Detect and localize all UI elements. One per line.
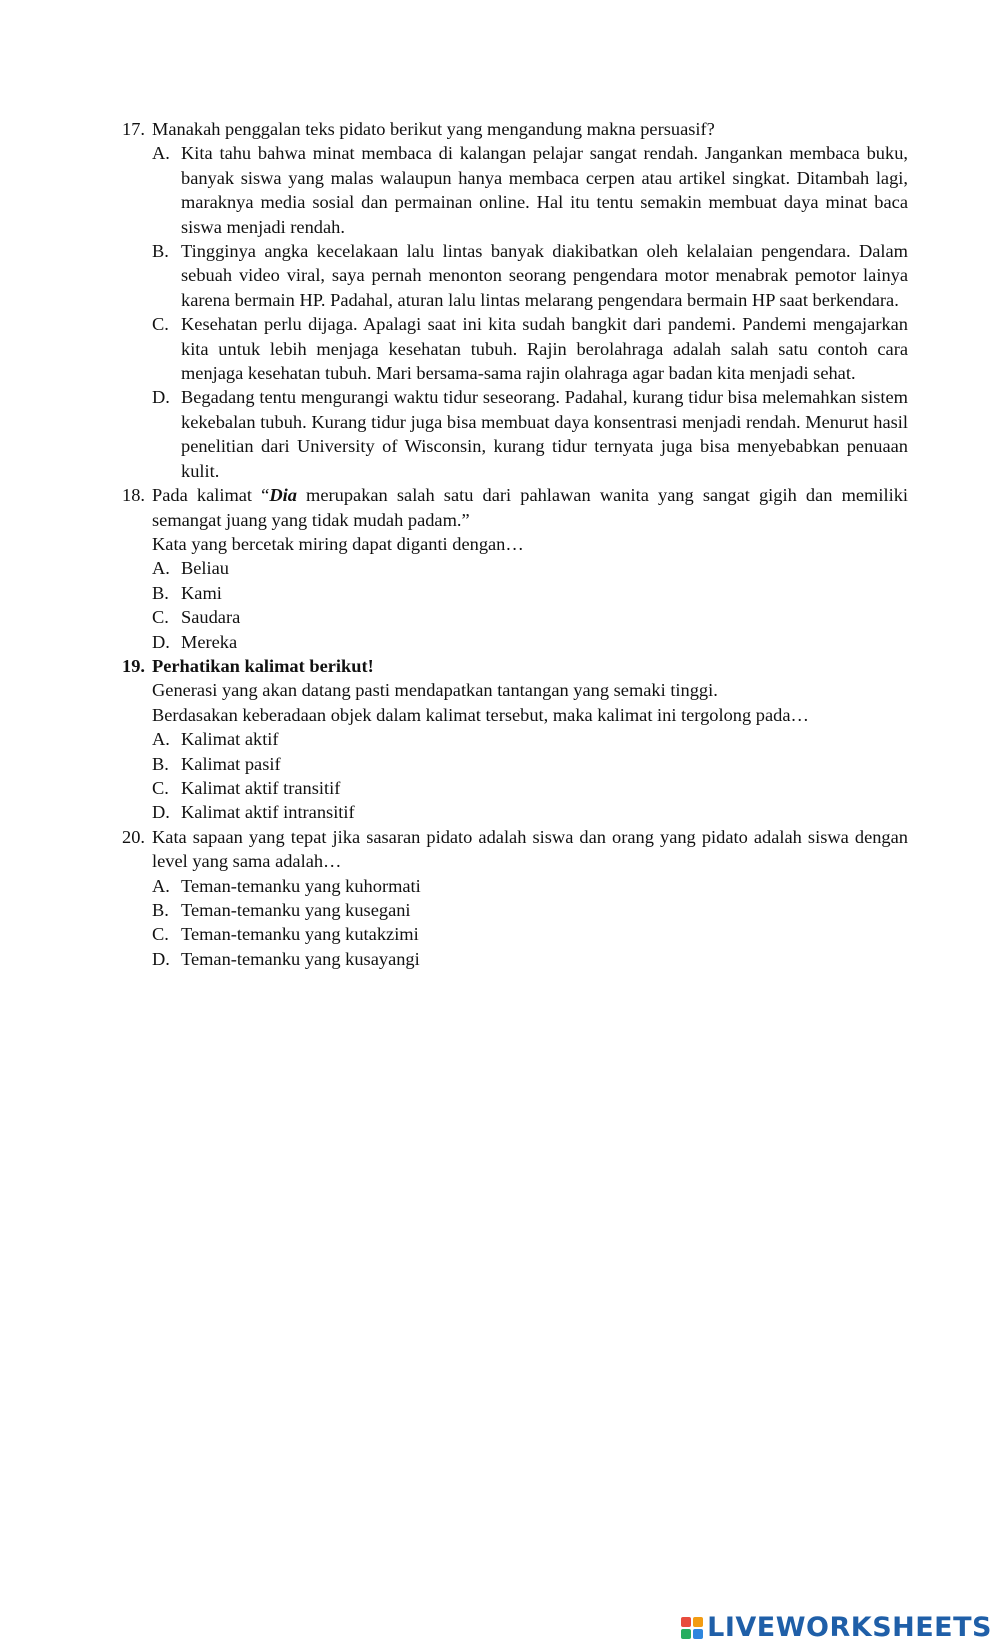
option-text: Tingginya angka kecelakaan lalu lintas banyak diakibatkan oleh kelalaian pengendara. Dalam sebuah video viral, saya pernah menonton seorang pengendara motor menabrak pemotor lainya karena bermain HP. Padahal, aturan lalu lintas melarang pengendara bermain HP saat berkendara. <box>181 241 908 310</box>
option-text: Begadang tentu mengurangi waktu tidur seseorang. Padahal, kurang tidur bisa melemahkan sistem kekebalan tubuh. Kurang tidur juga bisa membuat daya konsentrasi menjadi rendah. Menurut hasil penelitian dari University of Wisconsin, kurang tidur ternyata juga bisa menyebabkan penuaan kulit. <box>181 387 908 481</box>
option-text: Mereka <box>181 631 238 652</box>
question-instruction: Kata yang bercetak miring dapat diganti dengan… <box>152 533 524 554</box>
question-body <box>152 483 908 654</box>
option-c <box>152 312 908 385</box>
question-17 <box>122 117 908 483</box>
prompt-after: merupakan salah satu dari pahlawan wanita yang sangat gigih dan memiliki semangat juang yang tidak mudah padam.” <box>152 485 908 530</box>
option-letter: C. <box>152 777 169 798</box>
option-text: Kita tahu bahwa minat membaca di kalangan pelajar sangat rendah. Jangankan membaca buku, banyak siswa yang malas walaupun hanya membaca cerpen atau artikel singkat. Ditambah lagi, maraknya media sosial dan permainan online. Hal itu tentu semakin membuat daya minat baca siswa menjadi rendah. <box>181 143 908 237</box>
option-text: Teman-temanku yang kusayangi <box>181 948 420 969</box>
option-a <box>152 141 908 239</box>
italic-word: Dia <box>269 485 297 506</box>
option-d <box>152 800 908 824</box>
option-text: Teman-temanku yang kusegani <box>181 900 411 920</box>
question-prompt: Manakah penggalan teks pidato berikut yang mengandung makna persuasif? <box>152 119 715 139</box>
question-19 <box>122 654 908 825</box>
question-list <box>122 117 908 971</box>
option-b <box>152 239 908 312</box>
option-letter: A. <box>152 875 170 896</box>
option-text: Kalimat aktif intransitif <box>181 802 355 823</box>
option-a <box>152 556 908 580</box>
option-c <box>152 776 908 800</box>
option-d <box>152 630 908 654</box>
logo-mark-icon <box>681 1617 703 1639</box>
option-letter: B. <box>152 900 169 920</box>
question-prompt: Perhatikan kalimat berikut! <box>152 655 374 676</box>
logo-mark-square <box>681 1629 691 1639</box>
option-b <box>152 898 908 922</box>
option-text: Teman-temanku yang kutakzimi <box>181 924 419 945</box>
question-number: 20. <box>122 826 145 847</box>
option-letter: B. <box>152 241 169 262</box>
option-text: Kalimat aktif transitif <box>181 777 341 798</box>
question-20 <box>122 825 908 971</box>
question-body <box>152 654 908 825</box>
option-letter: D. <box>152 802 170 823</box>
question-body <box>152 825 908 971</box>
option-letter: A. <box>152 143 170 164</box>
option-letter: C. <box>152 924 169 945</box>
option-d <box>152 385 908 483</box>
option-letter: D. <box>152 387 170 408</box>
option-text: Kesehatan perlu dijaga. Apalagi saat ini kita sudah bangkit dari pandemi. Pandemi mengajarkan kita untuk lebih menjaga kesehatan tubuh. Rajin berolahraga adalah salah satu contoh cara menjaga kesehatan tubuh. Mari bersama-sama rajin olahraga agar badan kita menjadi sehat. <box>181 314 908 384</box>
liveworksheets-logo <box>681 1612 992 1643</box>
option-a <box>152 874 908 898</box>
logo-mark-square <box>693 1617 703 1627</box>
option-text: Kalimat pasif <box>181 753 281 774</box>
logo-mark-square <box>681 1617 691 1627</box>
option-letter: D. <box>152 948 170 969</box>
question-prompt: Kata sapaan yang tepat jika sasaran pidato adalah siswa dan orang yang pidato adalah siswa dengan level yang sama adalah… <box>152 826 908 872</box>
option-c <box>152 605 908 629</box>
option-d <box>152 947 908 971</box>
question-number: 18. <box>122 485 145 506</box>
logo-mark-square <box>693 1629 703 1639</box>
option-b <box>152 581 908 605</box>
option-letter: D. <box>152 631 170 652</box>
option-text: Kami <box>181 582 222 603</box>
question-body <box>152 117 908 483</box>
option-letter: C. <box>152 607 169 628</box>
option-letter: B. <box>152 582 169 603</box>
option-letter: A. <box>152 729 170 750</box>
option-text: Saudara <box>181 607 241 628</box>
question-number: 17. <box>122 119 145 139</box>
option-letter: A. <box>152 558 170 579</box>
question-number: 19. <box>122 655 145 676</box>
question-prompt <box>152 483 908 532</box>
option-text: Kalimat aktif <box>181 729 279 750</box>
question-18 <box>122 483 908 654</box>
logo-text: LIVEWORKSHEETS <box>707 1612 992 1643</box>
option-b <box>152 752 908 776</box>
option-text: Beliau <box>181 558 230 579</box>
question-sentence: Generasi yang akan datang pasti mendapatkan tantangan yang semaki tinggi. <box>152 680 718 701</box>
question-instruction: Berdasakan keberadaan objek dalam kalimat tersebut, maka kalimat ini tergolong pada… <box>152 704 809 725</box>
prompt-before: Pada kalimat “ <box>152 485 270 506</box>
option-a <box>152 727 908 751</box>
option-text: Teman-temanku yang kuhormati <box>181 875 421 896</box>
option-letter: C. <box>152 314 169 335</box>
option-c <box>152 922 908 946</box>
option-letter: B. <box>152 753 169 774</box>
